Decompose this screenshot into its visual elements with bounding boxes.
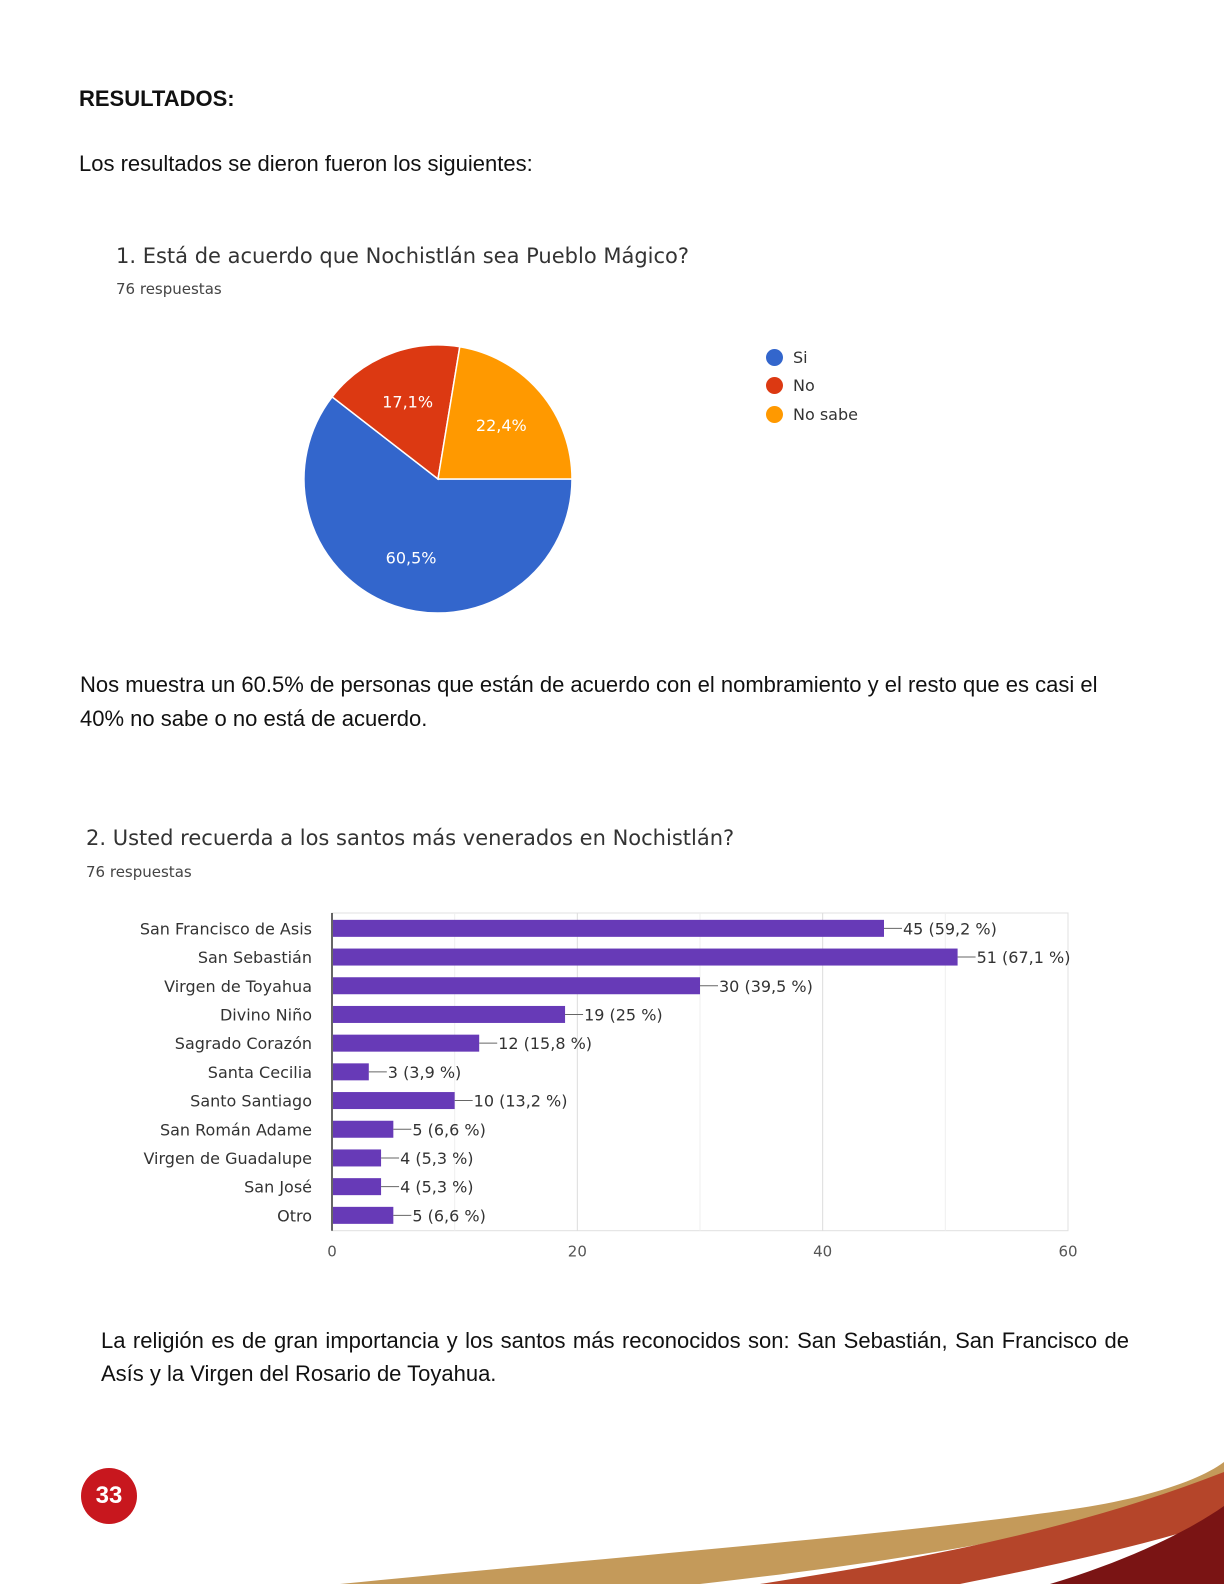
- bar-data-label: 19 (25 %): [584, 1005, 663, 1025]
- pie-chart: [290, 330, 590, 630]
- category-label: Otro: [277, 1206, 312, 1226]
- legend-item-no-sabe: [766, 400, 858, 429]
- bar-data-label: 12 (15,8 %): [498, 1034, 593, 1054]
- bar: [333, 1178, 381, 1195]
- category-label: Divino Niño: [219, 1005, 312, 1025]
- bar-data-label: 30 (39,5 %): [719, 976, 813, 996]
- pie-label-si: 60,5%: [385, 548, 437, 568]
- bar-chart: [100, 900, 1100, 1270]
- paragraph-1: Nos muestra un 60.5% de personas que están de acuerdo con el nombramiento y el resto que es casi el 40% no sabe o no está de acuerdo.: [80, 672, 1098, 731]
- bar-data-label: 5 (6,6 %): [412, 1120, 486, 1140]
- category-label: Virgen de Guadalupe: [143, 1148, 312, 1168]
- question2-title: 2. Usted recuerda a los santos más venerados en Nochistlán?: [86, 826, 735, 850]
- bar: [333, 1121, 393, 1138]
- category-label: Santo Santiago: [190, 1091, 312, 1111]
- question1-title: 1. Está de acuerdo que Nochistlán sea Pueblo Mágico?: [116, 244, 690, 268]
- legend-label: Si: [793, 347, 808, 367]
- bar-data-label: 45 (59,2 %): [903, 919, 997, 939]
- pie-label-no: 17,1%: [382, 392, 434, 412]
- category-label: San Sebastián: [197, 948, 312, 968]
- category-label: San José: [244, 1177, 312, 1197]
- x-tick-label: 40: [813, 1242, 833, 1261]
- category-label: Sagrado Corazón: [174, 1034, 312, 1054]
- paragraph-2: La religión es de gran importancia y los santos más reconocidos son: San Sebastián, San Francisco de Asís y la Virgen del Rosario de Toyahua.: [101, 1328, 1129, 1386]
- legend-item-no: [766, 372, 858, 401]
- legend-swatch: [766, 377, 783, 394]
- category-label: San Francisco de Asis: [139, 919, 312, 939]
- category-label: Santa Cecilia: [207, 1062, 312, 1082]
- x-tick-label: 60: [1058, 1242, 1078, 1261]
- bar: [333, 1092, 455, 1109]
- category-label: Virgen de Toyahua: [164, 976, 312, 996]
- bar: [333, 1006, 565, 1023]
- question2-responses: 76 respuestas: [86, 863, 192, 881]
- page-heading: RESULTADOS:: [79, 86, 235, 111]
- bar-data-label: 10 (13,2 %): [473, 1091, 568, 1111]
- intro-text: Los resultados se dieron fueron los siguientes:: [79, 151, 533, 176]
- bar-data-label: 3 (3,9 %): [387, 1062, 462, 1082]
- page-number-badge: 33: [81, 1468, 137, 1524]
- category-label: San Román Adame: [159, 1120, 312, 1140]
- bar-data-label: 5 (6,6 %): [412, 1206, 486, 1226]
- bar: [333, 977, 700, 994]
- x-tick-label: 20: [567, 1242, 587, 1261]
- bar-data-label: 4 (5,3 %): [400, 1177, 474, 1197]
- legend-item-si: [766, 343, 858, 372]
- bar: [333, 1207, 393, 1224]
- question1-responses: 76 respuestas: [116, 280, 222, 298]
- pie-label-no-sabe: 22,4%: [475, 416, 527, 436]
- bar: [333, 1149, 381, 1166]
- bar: [333, 949, 958, 966]
- bar: [333, 1063, 369, 1080]
- pie-slice-no-sabe: [438, 347, 572, 479]
- bar: [333, 920, 884, 937]
- x-tick-label: 0: [327, 1242, 337, 1261]
- legend-swatch: [766, 406, 783, 423]
- bar: [333, 1035, 479, 1052]
- legend-label: No sabe: [793, 404, 858, 424]
- bar-data-label: 4 (5,3 %): [400, 1148, 474, 1168]
- footer-wave-decoration: [0, 1440, 1224, 1584]
- pie-legend: [766, 343, 858, 429]
- bar-data-label: 51 (67,1 %): [976, 948, 1071, 968]
- legend-label: No: [793, 376, 815, 396]
- legend-swatch: [766, 349, 783, 366]
